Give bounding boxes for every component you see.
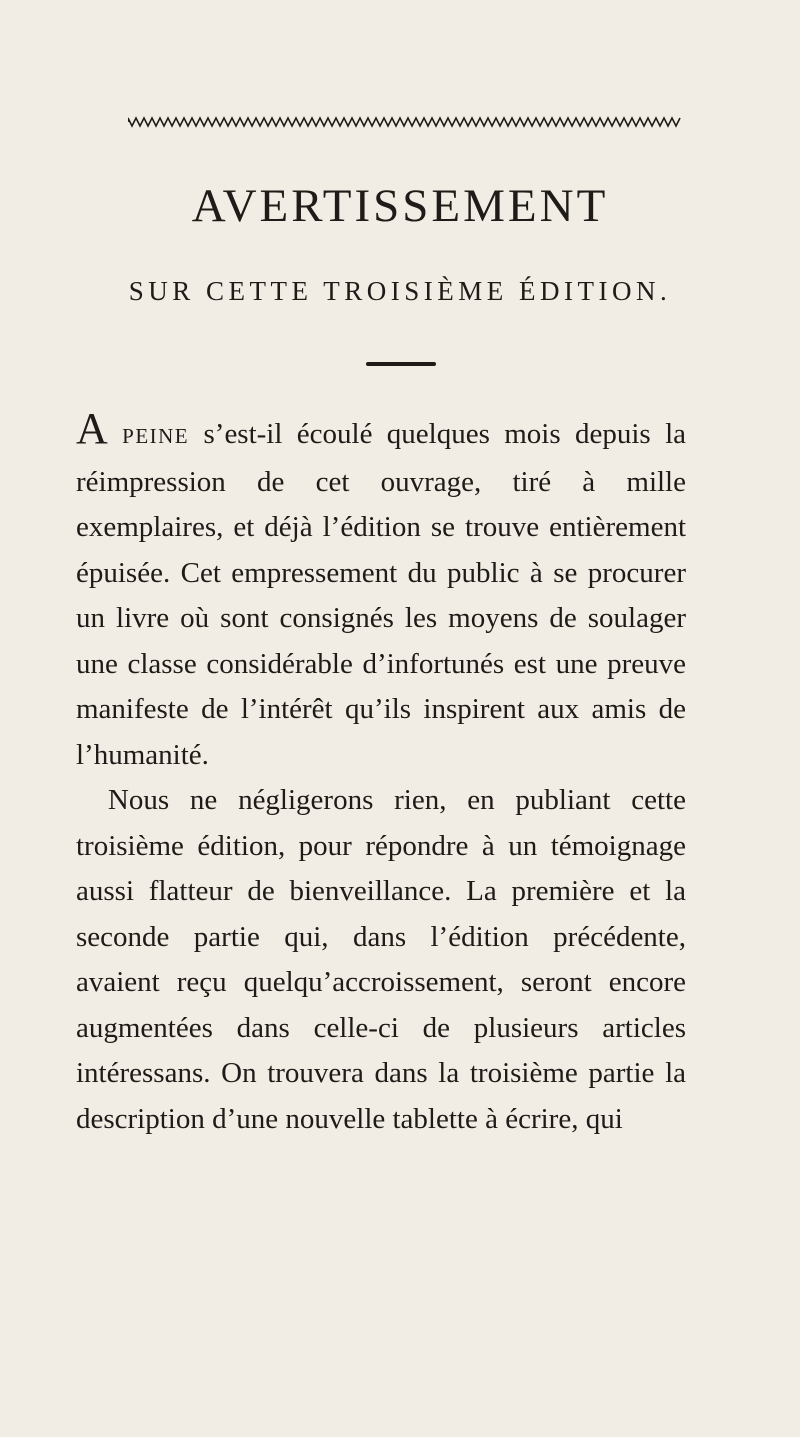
lead-word: PEINE xyxy=(122,424,190,448)
paragraph-2: Nous ne négligerons rien, en publiant cette troisième édition, pour répondre à un témoignage aussi flatteur de bienveillance. La première et la seconde partie qui, dans l’édition précédente, avaient reçu quelqu’accroissement, seront encore augmentées dans celle-ci de plusieurs articles intéressans. On trouvera dans la troisième partie la description d’une nouvelle tablette à écrire, qui xyxy=(76,784,686,1135)
paragraph-1 xyxy=(76,404,686,778)
decorative-border-ornament xyxy=(128,116,683,128)
body-text xyxy=(76,404,686,1142)
drop-cap: A xyxy=(76,404,108,453)
paragraph-1-text: s’est-il écoulé quelques mois depuis la réimpression de cet ouvrage, tiré à mille exemplaires, et déjà l’édition se trouve entièrement épuisée. Cet empressement du public à se procurer un livre où sont consignés les moyens de soulager une classe considérable d’infortunés est une preuve manifeste de l’intérêt qu’ils inspirent aux amis de l’humanité. xyxy=(76,418,686,771)
section-divider xyxy=(366,362,436,366)
page-title: AVERTISSEMENT xyxy=(191,180,609,232)
page-subtitle: SUR CETTE TROISIÈME ÉDITION. xyxy=(128,276,672,306)
